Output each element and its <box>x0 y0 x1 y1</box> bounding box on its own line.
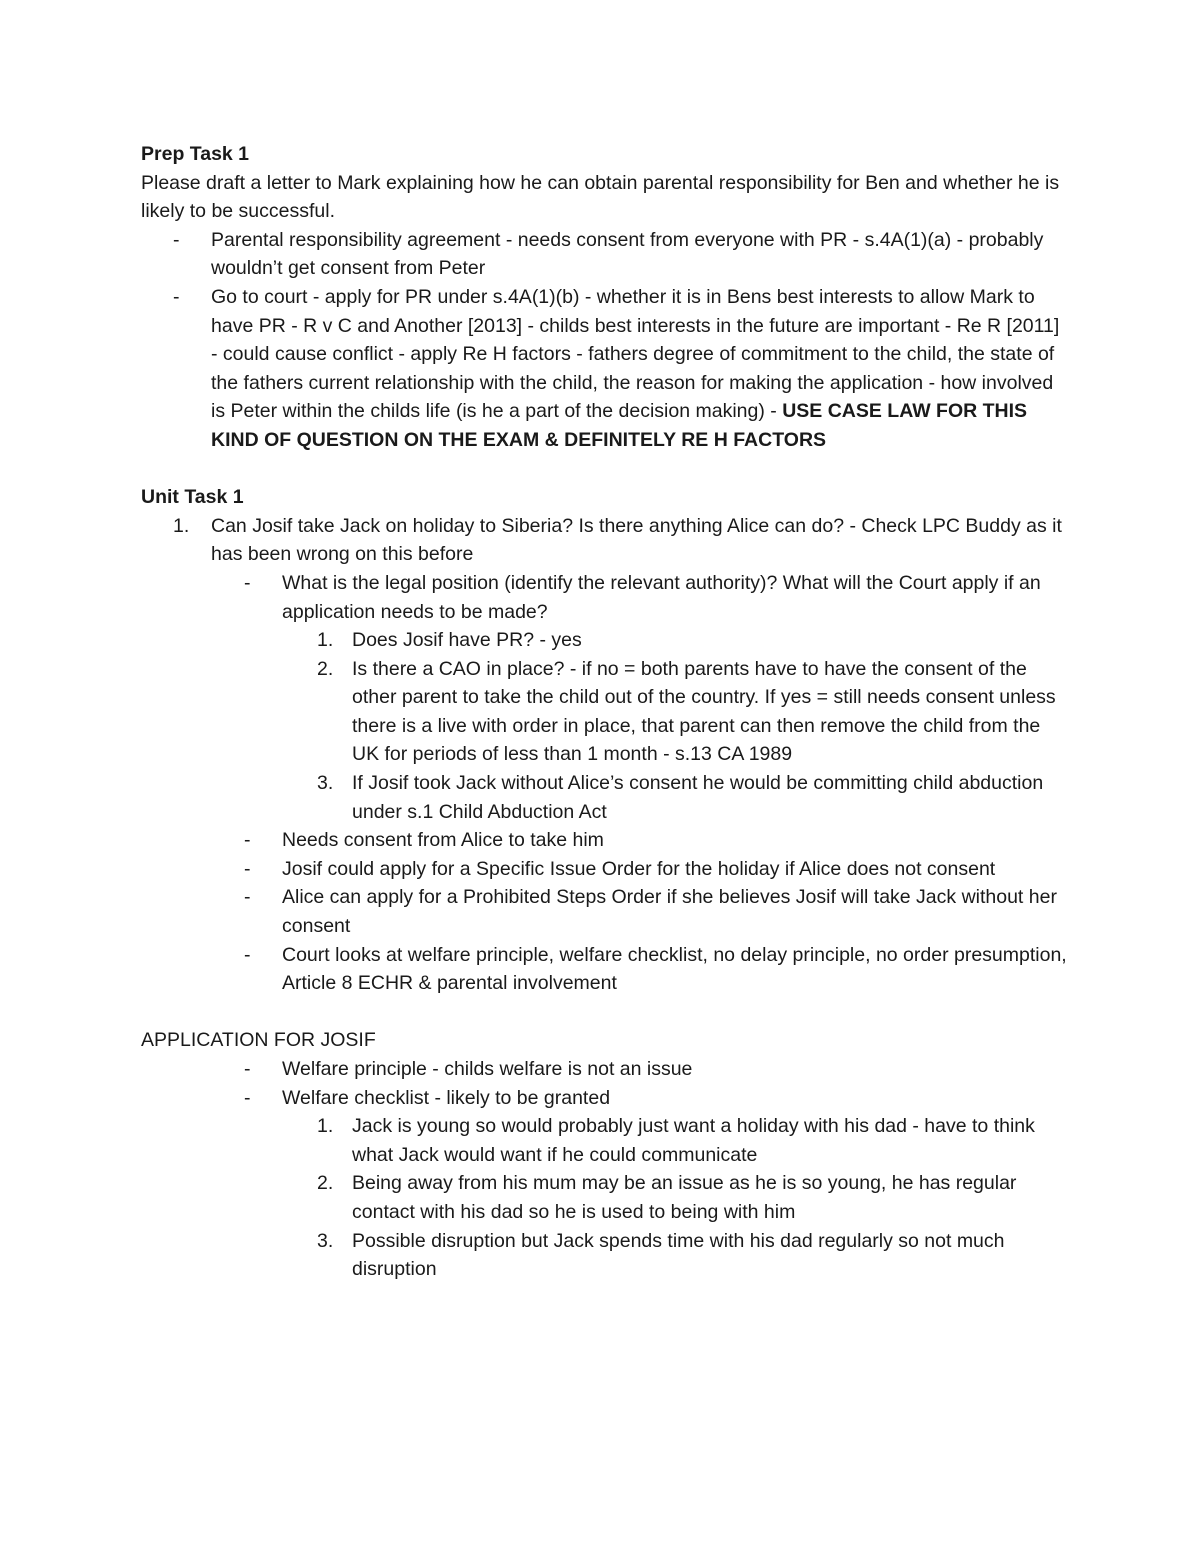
bullet-marker: - <box>244 1058 251 1080</box>
list-item <box>141 883 1071 940</box>
bullet-marker: - <box>173 285 180 308</box>
list-item <box>141 1112 1071 1169</box>
list-item-text: Is there a CAO in place? - if no = both parents have to have the consent of the other parent to take the child out of the country. If yes = still needs consent unless there is a live with order in place, that parent can then remove the child from the UK for periods of less than 1 month - s.13 CA 1989 <box>352 657 1056 766</box>
list-item <box>141 655 1071 769</box>
prep-task-intro: Please draft a letter to Mark explaining how he can obtain parental responsibility for Ben and whether he is likely to be successful. <box>141 171 1060 223</box>
list-item-text: Can Josif take Jack on holiday to Siberia? Is there anything Alice can do? - Check LPC Buddy as it has been wrong on this before <box>211 514 1062 566</box>
number-marker: 2. <box>317 1172 334 1195</box>
bullet-marker: - <box>244 943 251 966</box>
list-item <box>141 569 1071 626</box>
number-marker: 3. <box>317 1229 334 1252</box>
number-marker: 1. <box>317 629 334 652</box>
exam-tip-bold: USE CASE LAW FOR THIS KIND OF QUESTION ON THE EXAM & DEFINITELY RE H FACTORS <box>211 400 1028 451</box>
document-body <box>141 140 1071 1284</box>
bullet-marker: - <box>244 886 251 909</box>
list-item-text: Josif could apply for a Specific Issue Order for the holiday if Alice does not consent <box>282 857 996 880</box>
list-item <box>141 226 1071 283</box>
bullet-marker: - <box>244 1086 251 1109</box>
list-item-text: Welfare principle - childs welfare is not an issue <box>282 1058 693 1080</box>
list-item <box>141 1169 1071 1226</box>
list-item <box>141 769 1071 826</box>
prep-task-heading: Prep Task 1 <box>141 143 250 165</box>
list-item-text: Welfare checklist - likely to be granted <box>282 1086 611 1109</box>
number-marker: 2. <box>317 657 334 680</box>
bullet-marker: - <box>244 571 251 594</box>
list-item <box>141 626 1071 655</box>
bullet-marker: - <box>244 829 251 852</box>
spacer <box>141 998 1071 1027</box>
list-item-text: Possible disruption but Jack spends time with his dad regularly so not much disruption <box>352 1229 1005 1281</box>
list-item <box>141 1084 1071 1113</box>
list-item-text: Court looks at welfare principle, welfare checklist, no delay principle, no order presumption, Article 8 ECHR & parental involvement <box>282 943 1067 995</box>
list-item <box>141 1227 1071 1284</box>
list-item <box>141 512 1071 569</box>
list-item <box>141 826 1071 855</box>
list-item <box>141 855 1071 884</box>
list-item-text: Parental responsibility agreement - needs consent from everyone with PR - s.4A(1)(a) - probably wouldn’t get consent from Peter <box>211 228 1044 280</box>
list-item-text: Needs consent from Alice to take him <box>282 829 604 852</box>
list-item <box>141 1055 1071 1084</box>
bullet-marker: - <box>244 857 251 880</box>
bullet-marker: - <box>173 228 180 251</box>
list-item-text: If Josif took Jack without Alice’s consent he would be committing child abduction under s.1 Child Abduction Act <box>352 772 1044 823</box>
unit-task-heading: Unit Task 1 <box>141 486 244 509</box>
list-item-text: What is the legal position (identify the relevant authority)? What will the Court apply if an application needs to be made? <box>282 571 1041 623</box>
list-item-text: Go to court - apply for PR under s.4A(1)(b) - whether it is in Bens best interests to allow Mark to have PR - R v C and Another [2013] - childs best interests in the future are important - Re R [2011] - could cause conflict - apply Re H factors - fathers degree of commitment to the child, the state of the fathers current relationship with the child, the reason for making the application - how involved is Peter within the childs life (is he a part of the decision making) - <box>211 285 1060 423</box>
number-marker: 1. <box>173 514 190 537</box>
application-heading: APPLICATION FOR JOSIF <box>141 1029 376 1052</box>
list-item-text: Being away from his mum may be an issue as he is so young, he has regular contact with his dad so he is used to being with him <box>352 1172 1017 1223</box>
list-item <box>141 941 1071 998</box>
number-marker: 1. <box>317 1115 334 1138</box>
list-item-text: Does Josif have PR? - yes <box>352 629 582 652</box>
number-marker: 3. <box>317 772 334 795</box>
spacer <box>141 455 1071 484</box>
list-item-text: Alice can apply for a Prohibited Steps Order if she believes Josif will take Jack without her consent <box>282 886 1057 938</box>
list-item <box>141 283 1071 455</box>
list-item-text: Jack is young so would probably just want a holiday with his dad - have to think what Jack would want if he could communicate <box>352 1115 1035 1166</box>
